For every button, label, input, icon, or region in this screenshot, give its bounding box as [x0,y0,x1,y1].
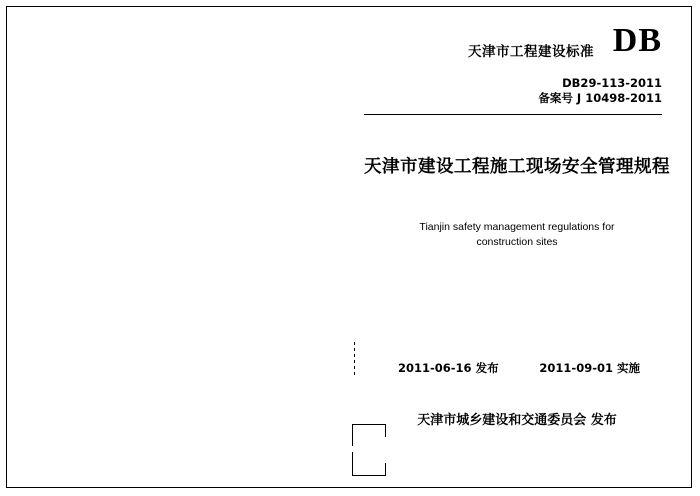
subtitle-line-1: Tianjin safety management regulations for [419,221,615,233]
subtitle-line-2: construction sites [476,236,558,248]
binding-dash [354,372,355,375]
cover-content [356,18,678,250]
corner-bracket-upper-stub [368,424,386,437]
binding-dash [354,342,355,345]
binding-dash [354,354,355,357]
effective-date: 2011-09-01 实施 [539,361,640,375]
standard-code-block [356,76,678,106]
standard-series-name: 天津市工程建设标准 [468,44,594,60]
header-divider [364,114,662,115]
corner-bracket-lower-stub [368,463,386,476]
document-main-title: 天津市建设工程施工现场安全管理规程 [364,157,670,177]
binding-dash [354,360,355,363]
document-subtitle [356,220,678,250]
issue-date: 2011-06-16 发布 [398,361,499,375]
binding-dashes-mark [352,342,356,380]
db-mark-label: DB [612,22,662,59]
publisher-line: 天津市城乡建设和交通委员会 发布 [417,413,617,428]
binding-dash [354,366,355,369]
binding-dash [354,348,355,351]
dates-row [356,360,678,376]
standard-code-primary: DB29-113-2011 [562,76,662,90]
header-row [356,18,678,70]
standard-code-record: 备案号 J 10498-2011 [538,91,662,105]
